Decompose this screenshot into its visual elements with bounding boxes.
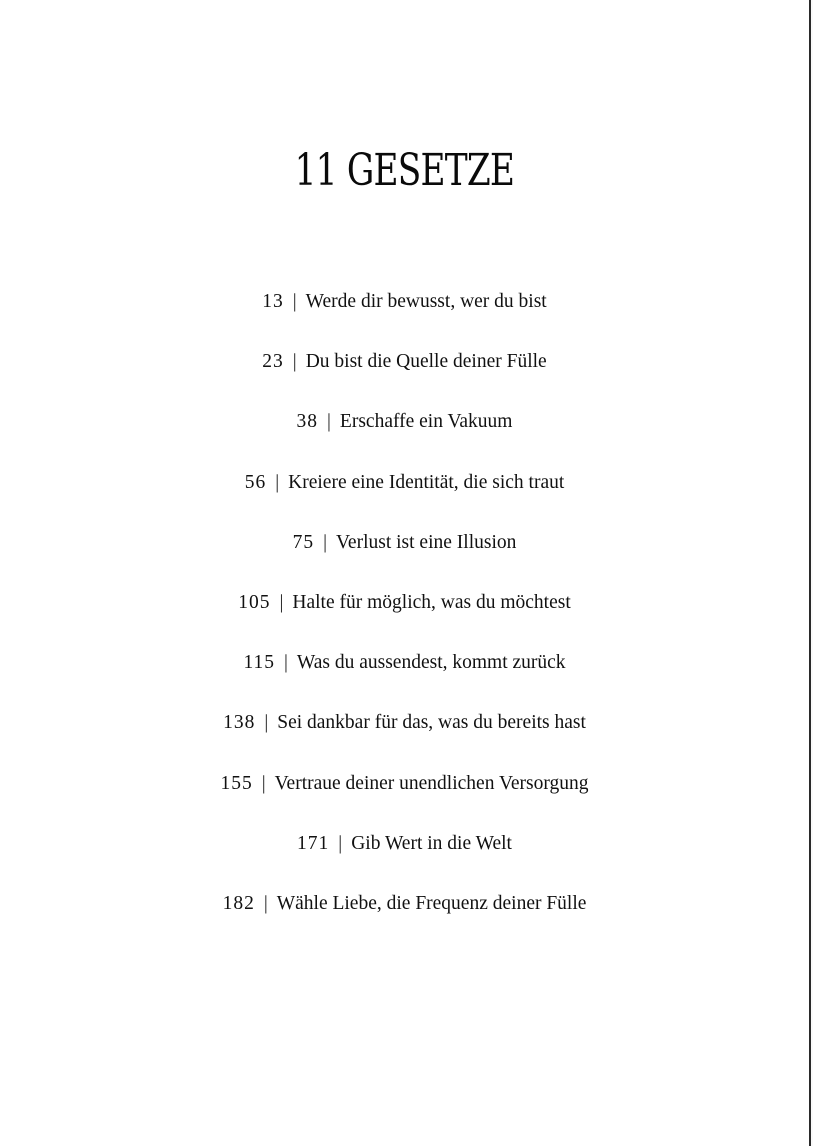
toc-label: Kreiere eine Identität, die sich traut: [288, 471, 565, 493]
toc-separator: |: [323, 531, 328, 553]
toc-separator: |: [263, 892, 268, 914]
toc-page-number: 13: [262, 291, 284, 312]
toc-label: Werde dir bewusst, wer du bist: [305, 291, 547, 312]
toc-label: Erschaffe ein Vakuum: [339, 411, 513, 433]
toc-page-number: 56: [244, 471, 267, 493]
toc-entry[interactable]: [0, 347, 809, 407]
toc-label: Vertraue deiner unendlichen Versorgung: [274, 772, 589, 794]
toc-page-number: 75: [292, 531, 315, 553]
toc-entry[interactable]: [0, 588, 809, 648]
toc-separator: |: [292, 291, 297, 312]
toc-label: Wähle Liebe, die Frequenz deiner Fülle: [276, 892, 587, 914]
table-of-contents: [0, 287, 809, 949]
toc-label: Sei dankbar für das, was du bereits hast: [277, 712, 586, 734]
toc-entry[interactable]: [0, 468, 809, 528]
toc-page-number: 38: [296, 411, 319, 433]
toc-separator: |: [338, 832, 343, 854]
toc-page-number: 171: [297, 832, 330, 854]
toc-entry[interactable]: [0, 287, 809, 347]
toc-label: Verlust ist eine Illusion: [336, 531, 517, 553]
toc-page-number: 182: [222, 892, 255, 914]
toc-page-number: 23: [262, 351, 284, 373]
toc-entry[interactable]: [0, 829, 809, 889]
toc-page-number: 105: [238, 591, 271, 613]
toc-page-number: 115: [243, 652, 275, 674]
toc-entry[interactable]: [0, 528, 809, 588]
toc-label: Du bist die Quelle deiner Fülle: [305, 351, 547, 373]
toc-entry[interactable]: [0, 648, 809, 708]
page-title: 11 GESETZE: [294, 145, 515, 196]
toc-entry[interactable]: [0, 889, 809, 949]
toc-page-number: 155: [220, 772, 253, 794]
toc-entry[interactable]: [0, 407, 809, 467]
toc-separator: |: [279, 591, 284, 613]
toc-entry[interactable]: [0, 708, 809, 768]
toc-separator: |: [327, 411, 331, 433]
toc-separator: |: [261, 772, 266, 794]
toc-separator: |: [292, 351, 297, 373]
toc-label: Gib Wert in die Welt: [351, 832, 512, 854]
toc-label: Was du aussendest, kommt zurück: [296, 652, 566, 674]
toc-entry[interactable]: [0, 769, 809, 829]
toc-separator: |: [264, 712, 269, 734]
toc-page-number: 138: [223, 712, 256, 734]
toc-label: Halte für möglich, was du möchtest: [292, 591, 571, 613]
toc-separator: |: [283, 652, 288, 674]
toc-separator: |: [275, 471, 280, 493]
